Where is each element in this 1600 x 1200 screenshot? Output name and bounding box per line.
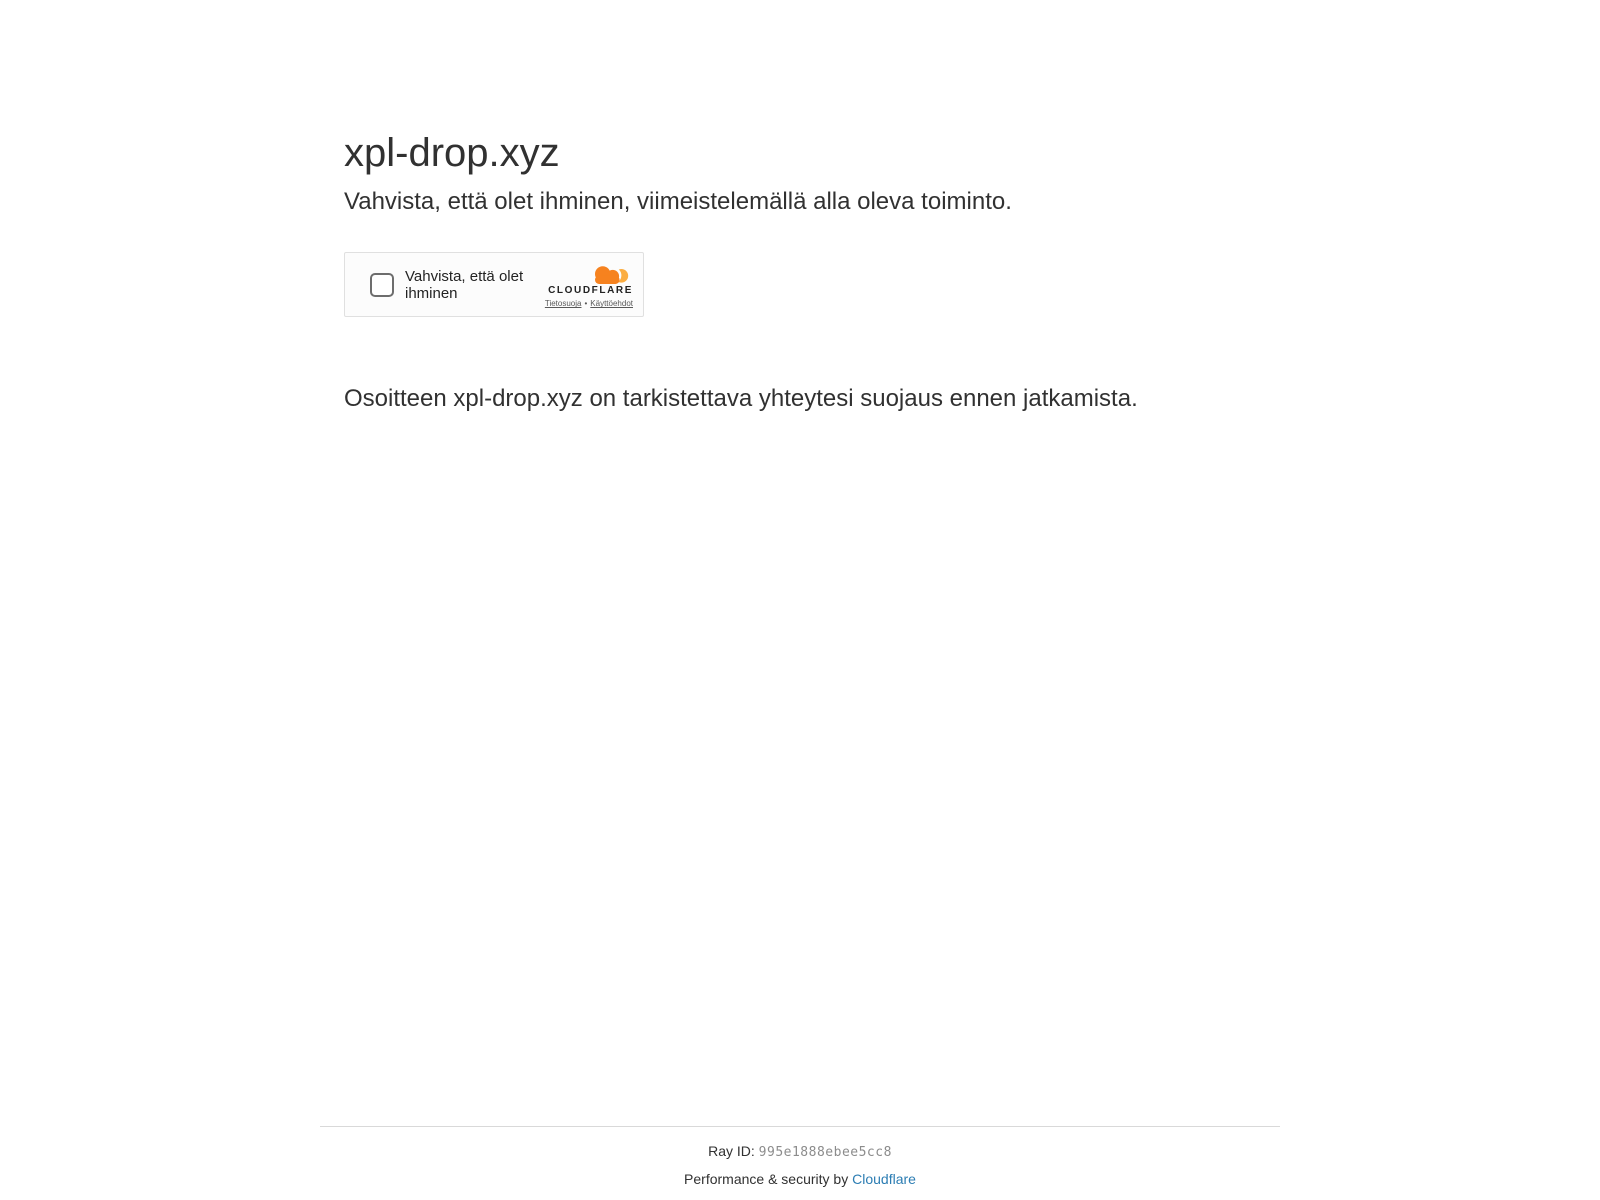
- verify-checkbox-label: Vahvista, että olet ihminen: [405, 267, 524, 302]
- ray-id-value: 995e1888ebee5cc8: [758, 1145, 892, 1160]
- brand-links: [545, 299, 633, 308]
- turnstile-widget: [344, 252, 644, 317]
- cloudflare-link[interactable]: Cloudflare: [852, 1171, 916, 1187]
- terms-link[interactable]: Käyttöehdot: [590, 299, 633, 309]
- security-attribution: [344, 1171, 1256, 1187]
- footer-inner: [320, 1126, 1280, 1200]
- link-separator: •: [584, 299, 588, 309]
- ray-id-label: Ray ID:: [708, 1143, 755, 1159]
- main-content: [320, 0, 1280, 1126]
- privacy-link[interactable]: Tietosuoja: [544, 299, 582, 309]
- ray-id: [344, 1143, 1256, 1160]
- verification-message: Osoitteen xpl-drop.xyz on tarkistettava yhteytesi suojaus ennen jatkamista.: [344, 385, 1138, 413]
- security-text: Performance & security by: [684, 1171, 849, 1187]
- footer: [0, 1126, 1600, 1200]
- cloudflare-cloud-icon: [588, 264, 632, 284]
- checkbox-group: [370, 268, 527, 302]
- verify-checkbox[interactable]: [370, 273, 394, 297]
- page-title: xpl-drop.xyz: [344, 131, 560, 175]
- cloudflare-brand: [545, 261, 633, 308]
- cloudflare-wordmark: CLOUDFLARE: [548, 285, 633, 297]
- page-subtitle: Vahvista, että olet ihminen, viimeistelemällä alla oleva toiminto.: [344, 188, 1012, 215]
